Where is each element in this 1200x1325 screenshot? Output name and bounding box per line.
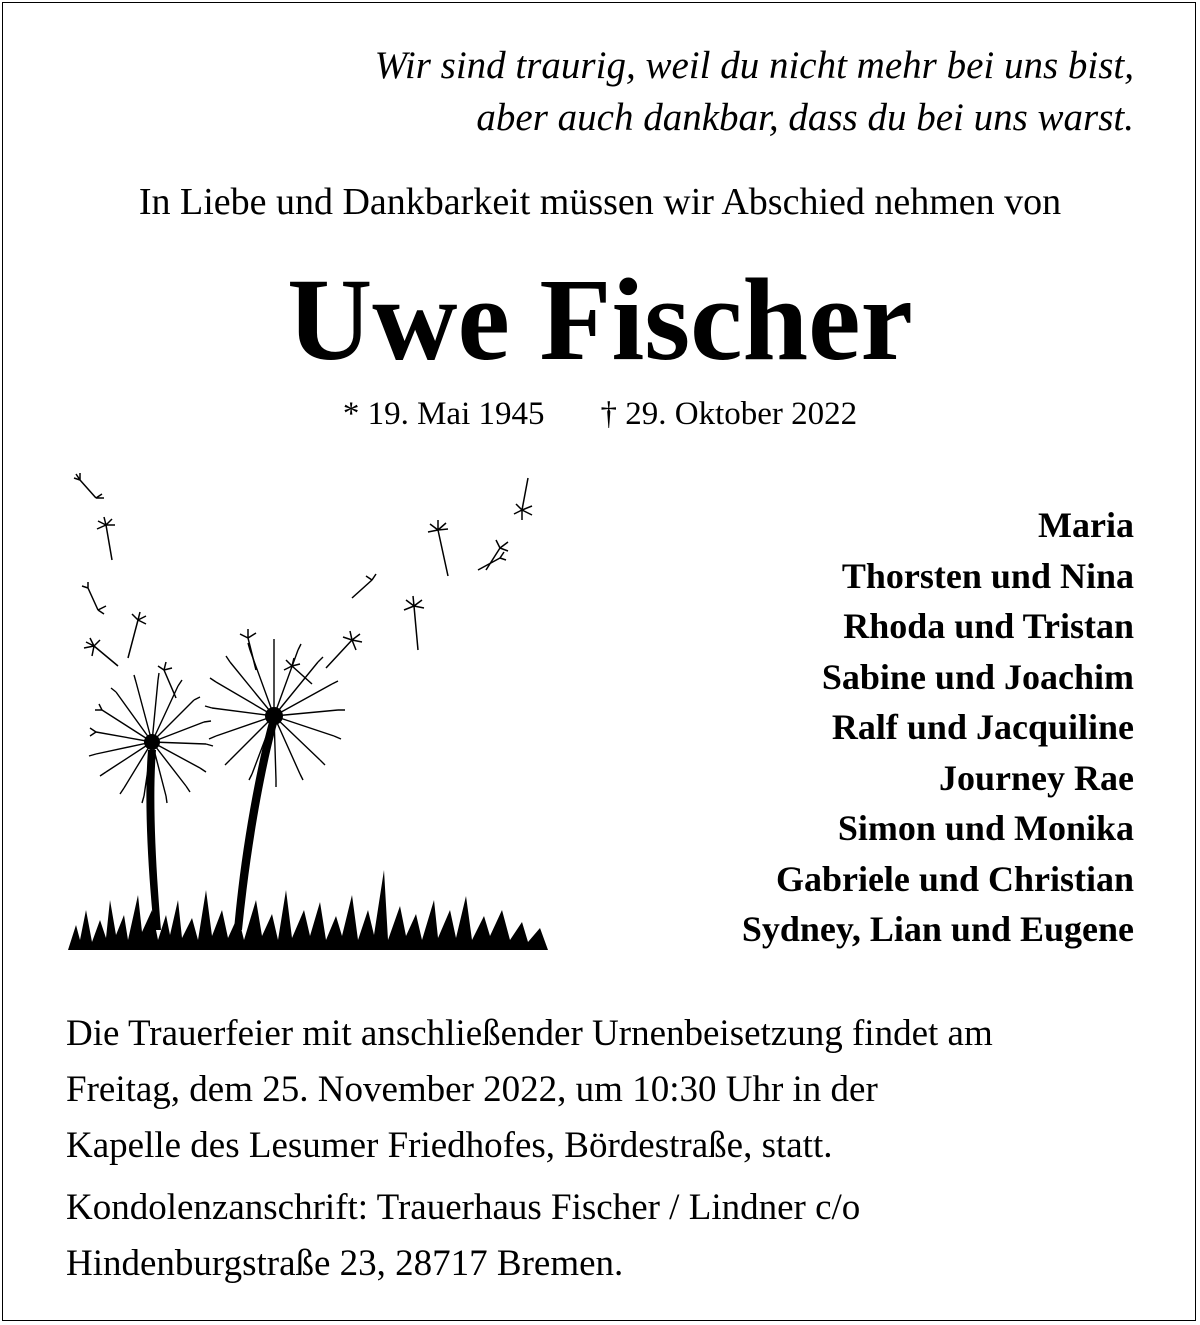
mourner-item: Sabine und Joachim: [821, 656, 1134, 697]
mourner-item: Thorsten und Nina: [841, 555, 1134, 596]
address-line-1: Kondolenzanschrift: Trauerhaus Fischer / Lindner c/o: [66, 1187, 861, 1228]
dandelion-illustration: [66, 470, 556, 955]
deceased-name: Uwe Fischer: [287, 254, 913, 385]
mourner-item: Ralf und Jacquiline: [831, 707, 1134, 747]
memorial-quote: [375, 40, 1134, 144]
service-line-1: Die Trauerfeier mit anschließender Urnenbeisetzung findet am: [66, 1013, 993, 1054]
quote-line-1: Wir sind traurig, weil du nicht mehr bei uns bist,: [374, 44, 1134, 87]
address-line-2: Hindenburgstraße 23, 28717 Bremen.: [66, 1243, 624, 1284]
mourner-item: Gabriele und Christian: [775, 858, 1134, 899]
service-line-2: Freitag, dem 25. November 2022, um 10:30 Uhr in der: [66, 1069, 878, 1110]
mourners-list: [742, 500, 1134, 955]
quote-line-2: aber auch dankbar, dass du bei uns warst.: [476, 96, 1134, 139]
intro-text: In Liebe und Dankbarkeit müssen wir Abschied nehmen von: [138, 181, 1062, 223]
mourner-item: Journey Rae: [939, 757, 1134, 798]
mourner-item: Sydney, Lian und Eugene: [741, 909, 1134, 949]
condolence-address: [66, 1180, 1146, 1292]
service-info: [66, 1006, 1146, 1174]
birth-date: * 19. Mai 1945: [342, 396, 545, 432]
mourner-item: Maria: [1038, 505, 1134, 545]
mourner-item: Rhoda und Tristan: [843, 606, 1134, 646]
service-line-3: Kapelle des Lesumer Friedhofes, Bördestraße, statt.: [66, 1125, 833, 1166]
life-dates: [0, 392, 1200, 436]
mourner-item: Simon und Monika: [837, 808, 1134, 848]
death-date: † 29. Oktober 2022: [600, 396, 858, 432]
